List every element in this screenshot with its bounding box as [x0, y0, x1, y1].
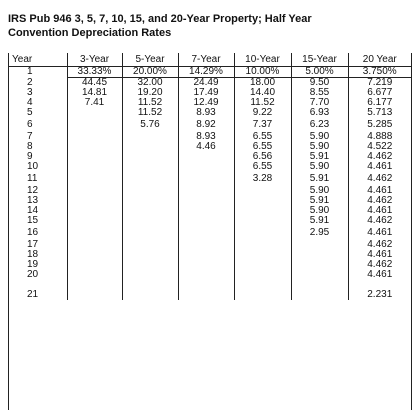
year-cell: 7 — [27, 131, 33, 142]
rate-cell: 6.177 — [348, 98, 411, 108]
year-cell: 11 — [27, 173, 38, 184]
rate-cell — [67, 172, 122, 186]
rate-cell: 11.52 — [122, 108, 178, 118]
rate-cell — [234, 206, 291, 216]
rate-cell — [178, 206, 234, 216]
year-cell: 6 — [27, 119, 33, 130]
rate-cell — [67, 280, 122, 300]
rate-cell: 5.90 — [291, 206, 348, 216]
year-cell: 8 — [27, 141, 33, 152]
year-cell: 1 — [27, 66, 33, 78]
rate-cell: 7.219 — [348, 78, 411, 89]
rate-cell — [178, 162, 234, 172]
year-cell: 18 — [27, 249, 39, 260]
rate-cell — [178, 216, 234, 226]
table-row — [9, 280, 411, 300]
rate-cell: 12.49 — [178, 98, 234, 108]
rate-cell — [122, 152, 178, 162]
rate-cell: 5.00% — [291, 67, 348, 78]
rate-cell — [122, 172, 178, 186]
rate-cell: 6.93 — [291, 108, 348, 118]
year-cell: 20 — [27, 269, 39, 280]
table-row — [9, 118, 411, 132]
rate-cell — [67, 226, 122, 240]
rate-cell — [67, 162, 122, 172]
rate-cell: 3.750% — [348, 67, 411, 78]
rate-cell — [122, 280, 178, 300]
depreciation-table-frame — [8, 53, 412, 410]
rate-cell: 3.28 — [234, 172, 291, 186]
rate-cell — [234, 270, 291, 280]
rate-cell: 4.462 — [348, 172, 411, 186]
table-row — [9, 250, 411, 260]
table-row — [9, 216, 411, 226]
rate-cell: 5.91 — [291, 172, 348, 186]
document-title: IRS Pub 946 3, 5, 7, 10, 15, and 20-Year Property; Half Year Convention Depreciation Rates — [8, 13, 312, 39]
rate-cell: 14.81 — [67, 88, 122, 98]
rate-cell: 5.713 — [348, 108, 411, 118]
rate-cell — [67, 206, 122, 216]
year-cell: 13 — [27, 195, 39, 206]
table-row — [9, 226, 411, 240]
rate-cell: 7.70 — [291, 98, 348, 108]
rate-cell: 2.231 — [348, 280, 411, 300]
rate-cell: 6.55 — [234, 142, 291, 152]
rate-cell — [291, 270, 348, 280]
year-cell: 19 — [27, 259, 39, 270]
rate-cell — [67, 260, 122, 270]
rate-cell: 2.95 — [291, 226, 348, 240]
year-cell: 12 — [27, 185, 39, 196]
rate-cell — [67, 152, 122, 162]
rate-cell — [234, 250, 291, 260]
year-cell: 9 — [27, 151, 33, 162]
table-row — [9, 186, 411, 196]
rate-cell — [234, 260, 291, 270]
rate-cell: 4.46 — [178, 142, 234, 152]
rate-cell: 5.91 — [291, 216, 348, 226]
rate-cell — [122, 240, 178, 250]
rate-cell: 8.92 — [178, 118, 234, 132]
rate-cell — [234, 280, 291, 300]
rate-cell — [67, 196, 122, 206]
rate-cell: 8.55 — [291, 88, 348, 98]
rate-cell: 5.91 — [291, 152, 348, 162]
table-row — [9, 172, 411, 186]
rate-cell — [122, 142, 178, 152]
rate-cell: 4.462 — [348, 152, 411, 162]
rate-cell: 4.462 — [348, 216, 411, 226]
year-cell: 16 — [27, 227, 39, 238]
header-row — [9, 53, 411, 67]
rate-cell — [291, 240, 348, 250]
rate-cell: 4.462 — [348, 260, 411, 270]
rate-cell: 6.677 — [348, 88, 411, 98]
rate-cell — [122, 206, 178, 216]
rate-cell — [234, 240, 291, 250]
rate-cell — [67, 132, 122, 142]
rate-cell: 5.76 — [122, 118, 178, 132]
rate-cell: 8.93 — [178, 132, 234, 142]
rate-cell — [67, 270, 122, 280]
table-row — [9, 67, 411, 78]
rate-cell — [178, 186, 234, 196]
rate-cell: 4.462 — [348, 240, 411, 250]
rate-cell — [178, 240, 234, 250]
column-header: Year — [9, 53, 67, 67]
rate-cell — [122, 216, 178, 226]
rate-cell: 4.461 — [348, 186, 411, 196]
rate-cell — [67, 240, 122, 250]
rate-cell: 4.462 — [348, 196, 411, 206]
rate-cell: 9.50 — [291, 78, 348, 89]
table-row — [9, 196, 411, 206]
rate-cell: 32.00 — [122, 78, 178, 89]
rate-cell: 5.90 — [291, 186, 348, 196]
column-header: 3-Year — [67, 53, 122, 67]
rate-cell: 10.00% — [234, 67, 291, 78]
table-row — [9, 240, 411, 250]
rate-cell: 5.285 — [348, 118, 411, 132]
rate-cell — [122, 226, 178, 240]
rate-cell — [122, 196, 178, 206]
rate-cell — [234, 196, 291, 206]
rate-cell — [178, 172, 234, 186]
rate-cell: 4.461 — [348, 270, 411, 280]
rate-cell — [234, 226, 291, 240]
column-header: 15-Year — [291, 53, 348, 67]
rate-cell — [122, 270, 178, 280]
rate-cell — [178, 270, 234, 280]
rate-cell: 44.45 — [67, 78, 122, 89]
year-cell: 10 — [27, 161, 39, 172]
year-cell: 5 — [27, 107, 33, 118]
table-body — [9, 67, 411, 301]
rate-cell — [122, 250, 178, 260]
rate-cell: 6.23 — [291, 118, 348, 132]
column-header: 5-Year — [122, 53, 178, 67]
rate-cell — [178, 250, 234, 260]
table-row — [9, 152, 411, 162]
rate-cell: 5.90 — [291, 132, 348, 142]
rate-cell — [67, 186, 122, 196]
rate-cell — [178, 152, 234, 162]
column-header: 10-Year — [234, 53, 291, 67]
rate-cell: 6.55 — [234, 132, 291, 142]
rate-cell: 14.29% — [178, 67, 234, 78]
table-row — [9, 108, 411, 118]
rate-cell: 6.55 — [234, 162, 291, 172]
rate-cell — [122, 260, 178, 270]
rate-cell: 4.522 — [348, 142, 411, 152]
year-cell: 2 — [27, 76, 33, 88]
rate-cell: 19.20 — [122, 88, 178, 98]
year-cell: 3 — [27, 87, 33, 98]
rate-cell — [122, 162, 178, 172]
rate-cell — [291, 260, 348, 270]
rate-cell: 5.90 — [291, 162, 348, 172]
rate-cell: 5.90 — [291, 142, 348, 152]
rate-cell — [67, 250, 122, 260]
rate-cell: 18.00 — [234, 78, 291, 89]
rate-cell: 14.40 — [234, 88, 291, 98]
rate-cell — [234, 216, 291, 226]
column-header: 20 Year — [348, 53, 411, 67]
rate-cell — [67, 108, 122, 118]
year-cell: 15 — [27, 215, 39, 226]
rate-cell — [67, 216, 122, 226]
rate-cell: 4.461 — [348, 226, 411, 240]
rate-cell — [67, 118, 122, 132]
rate-cell: 9.22 — [234, 108, 291, 118]
column-header: 7-Year — [178, 53, 234, 67]
table-row — [9, 206, 411, 216]
rate-cell — [178, 226, 234, 240]
rate-cell — [178, 196, 234, 206]
rate-cell: 20.00% — [122, 67, 178, 78]
rate-cell — [122, 132, 178, 142]
rate-cell: 6.56 — [234, 152, 291, 162]
rate-cell: 8.93 — [178, 108, 234, 118]
year-cell: 14 — [27, 205, 39, 216]
rate-cell — [122, 186, 178, 196]
table-row — [9, 162, 411, 172]
rate-cell — [291, 280, 348, 300]
rate-cell: 4.461 — [348, 162, 411, 172]
rate-cell — [67, 142, 122, 152]
year-cell: 21 — [27, 289, 39, 300]
rate-cell: 4.461 — [348, 206, 411, 216]
rate-cell — [178, 280, 234, 300]
table-row — [9, 260, 411, 270]
year-cell: 4 — [27, 97, 33, 108]
table-row — [9, 270, 411, 280]
table-row — [9, 142, 411, 152]
rate-cell: 7.41 — [67, 98, 122, 108]
rate-cell: 33.33% — [67, 67, 122, 78]
year-cell: 17 — [27, 239, 39, 250]
rate-cell: 4.888 — [348, 132, 411, 142]
rate-cell: 7.37 — [234, 118, 291, 132]
rate-cell: 11.52 — [234, 98, 291, 108]
rate-cell: 5.91 — [291, 196, 348, 206]
rate-cell: 24.49 — [178, 78, 234, 89]
rate-cell — [178, 260, 234, 270]
rate-cell: 11.52 — [122, 98, 178, 108]
rate-cell: 17.49 — [178, 88, 234, 98]
rate-cell — [291, 250, 348, 260]
depreciation-rates-table — [9, 53, 411, 300]
rate-cell: 4.461 — [348, 250, 411, 260]
table-header — [9, 53, 411, 67]
rate-cell — [234, 186, 291, 196]
